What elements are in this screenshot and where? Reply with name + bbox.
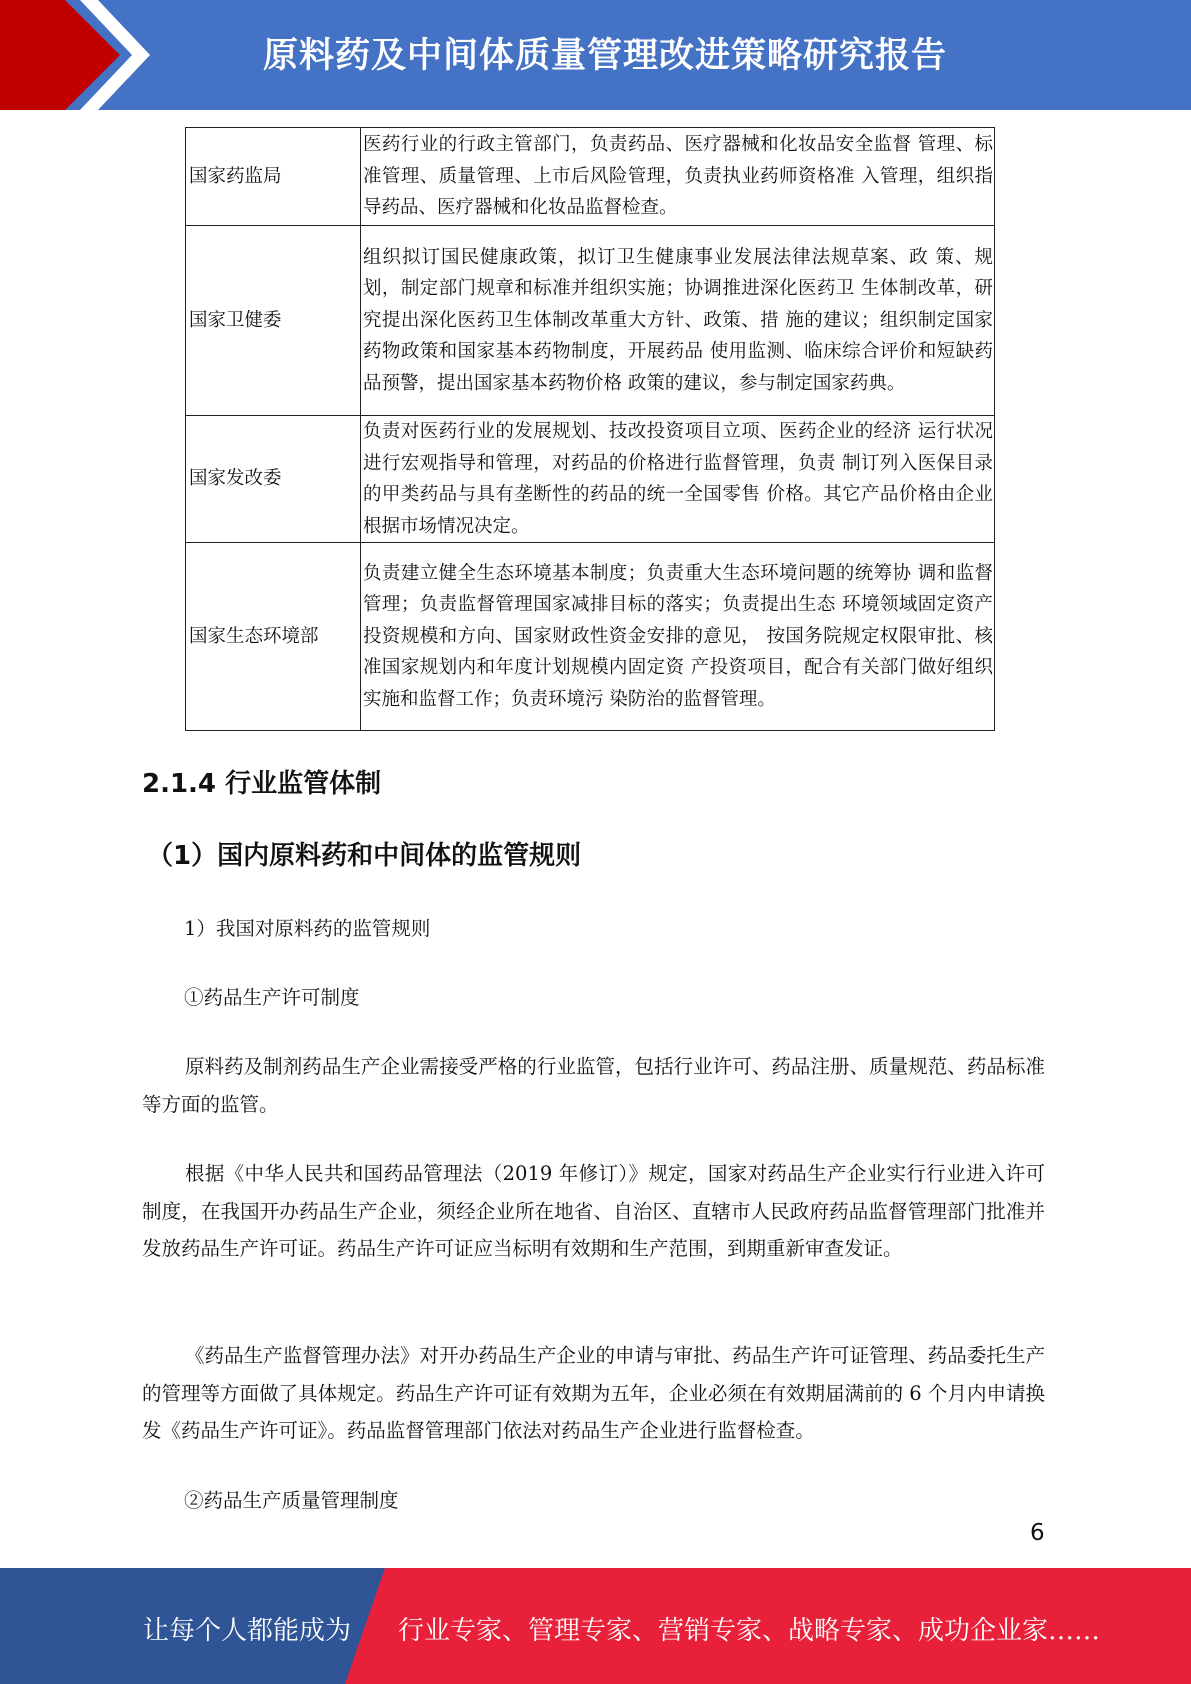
footer-slogan-left: 让每个人都能成为 bbox=[143, 1616, 352, 1646]
page-number: 6 bbox=[1030, 1520, 1045, 1546]
agency-cell: 国家药监局 bbox=[186, 128, 361, 226]
duty-cell: 医药行业的行政主管部门，负责药品、医疗器械和化妆品安全监督 管理、标准管理、质量管理、上市后风险管理，负责执业药师资格准 入管理，组织指导药品、医疗器械和化妆品监督检查。 bbox=[361, 128, 995, 226]
list-item-heading: ②药品生产质量管理制度 bbox=[184, 1489, 399, 1512]
body-paragraph: 根据《中华人民共和国药品管理法（2019 年修订）》规定，国家对药品生产企业实行行业进入许可制度，在我国开办药品生产企业，须经企业所在地省、自治区、直辖市人民政府药品监督管理部门批准并发放药品生产许可证。药品生产许可证应当标明有效期和生产范围，到期重新审查发证。 bbox=[142, 1162, 1045, 1260]
list-item-heading: ①药品生产许可制度 bbox=[184, 986, 360, 1009]
page-header bbox=[0, 0, 1191, 110]
table-row bbox=[186, 226, 995, 416]
page-footer bbox=[0, 1568, 1191, 1684]
duty-cell: 组织拟订国民健康政策，拟订卫生健康事业发展法律法规草案、政 策、规划，制定部门规章和标准并组织实施；协调推进深化医药卫 生体制改革，研究提出深化医药卫生体制改革重大方针、政策、措 施的建议；组织制定国家药物政策和国家基本药物制度，开展药品 使用监测、临床综合评价和短缺药品预警，提出国家基本药物价格 政策的建议，参与制定国家药典。 bbox=[361, 226, 995, 416]
list-item-heading: 1）我国对原料药的监管规则 bbox=[184, 917, 431, 940]
duty-cell: 负责对医药行业的发展规划、技改投资项目立项、医药企业的经济 运行状况进行宏观指导和管理，对药品的价格进行监督管理，负责 制订列入医保目录的甲类药品与具有垄断性的药品的统一全国零售 价格。其它产品价格由企业根据市场情况决定。 bbox=[361, 416, 995, 543]
table-row bbox=[186, 543, 995, 731]
agency-cell: 国家发改委 bbox=[186, 416, 361, 543]
body-paragraph: 《药品生产监督管理办法》对开办药品生产企业的申请与审批、药品生产许可证管理、药品委托生产的管理等方面做了具体规定。药品生产许可证有效期为五年，企业必须在有效期届满前的 6 个月内申请换发《药品生产许可证》。药品监督管理部门依法对药品生产企业进行监督检查。 bbox=[142, 1344, 1045, 1442]
table-row bbox=[186, 416, 995, 543]
report-title: 原料药及中间体质量管理改进策略研究报告 bbox=[263, 36, 948, 76]
body-paragraph: 原料药及制剂药品生产企业需接受严格的行业监管，包括行业许可、药品注册、质量规范、药品标准等方面的监管。 bbox=[142, 1055, 1045, 1116]
agency-cell: 国家卫健委 bbox=[186, 226, 361, 416]
duty-cell: 负责建立健全生态环境基本制度；负责重大生态环境问题的统筹协 调和监督管理；负责监督管理国家减排目标的落实；负责提出生态 环境领域固定资产投资规模和方向、国家财政性资金安排的意见， 按国务院规定权限审批、核准国家规划内和年度计划规模内固定资 产投资项目，配合有关部门做好组织实施和监督工作；负责环境污 染防治的监督管理。 bbox=[361, 543, 995, 731]
regulatory-agencies-table bbox=[185, 127, 995, 731]
section-heading: 2.1.4 行业监管体制 bbox=[142, 769, 382, 799]
subsection-heading: （1）国内原料药和中间体的监管规则 bbox=[147, 841, 582, 871]
agency-cell: 国家生态环境部 bbox=[186, 543, 361, 731]
table-row bbox=[186, 128, 995, 226]
footer-slogan-right: 行业专家、管理专家、营销专家、战略专家、成功企业家…… bbox=[398, 1616, 1101, 1646]
